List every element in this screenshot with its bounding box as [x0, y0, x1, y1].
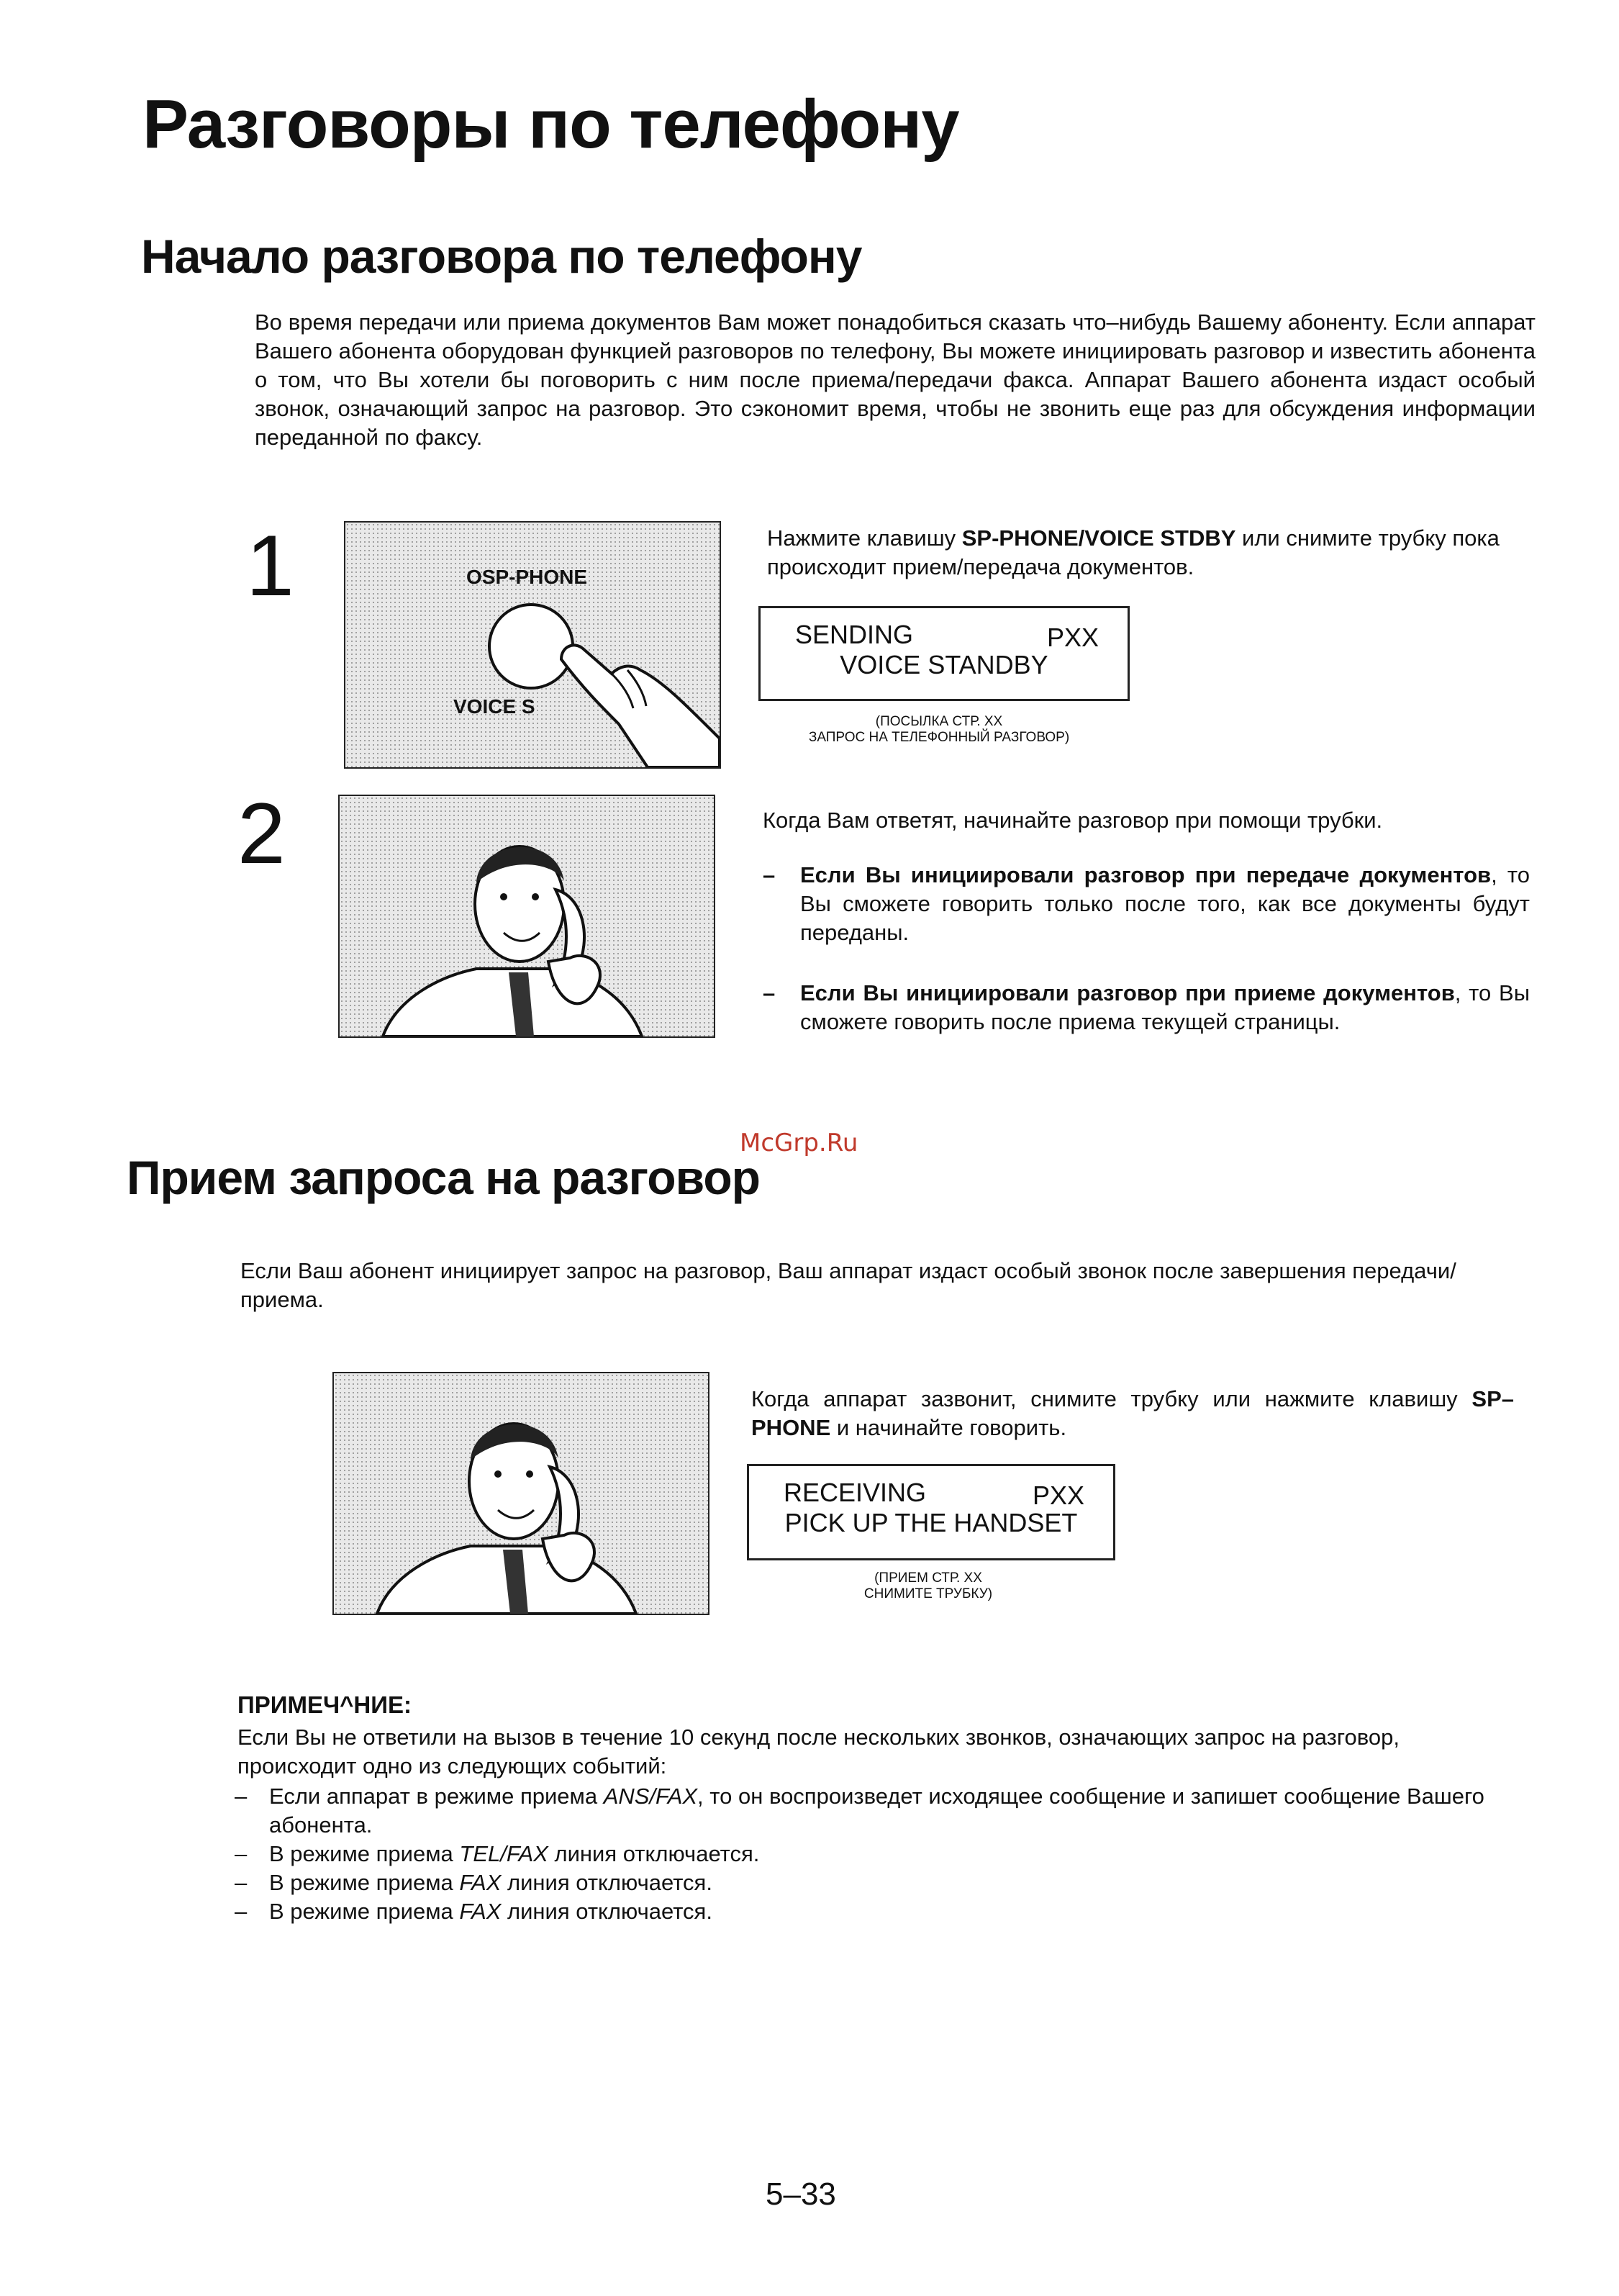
bullet-receiving-documents: – Если Вы инициировали разговор при приеме документов, то Вы сможете говорить после приема текущей страницы.: [763, 980, 1530, 1034]
note-item: – Если аппарат в режиме приема ANS/FAX, то он воспроизведет исходящее сообщение и запишет сообщение Вашего абонента.: [235, 1784, 1484, 1838]
note-item: – В режиме приема FAX линия отключается.: [235, 1899, 712, 1924]
lcd-caption-receiving: (ПРИЕМ СТР. XX СНИМИТЕ ТРУБКУ): [863, 1570, 993, 1601]
finger-press-icon: [345, 523, 720, 767]
man-on-phone-illustration-2: [332, 1372, 709, 1615]
man-with-handset-icon: [340, 796, 714, 1036]
page-title: Разговоры по телефону: [142, 86, 959, 163]
step2-instruction: Когда Вам ответят, начинайте разговор при помощи трубки.: [763, 808, 1383, 833]
note-item: – В режиме приема FAX линия отключается.: [235, 1870, 712, 1895]
watermark: McGrp.Ru: [740, 1129, 858, 1157]
section2-intro: Если Ваш абонент инициирует запрос на разговор, Ваш аппарат издаст особый звонок после завершения передачи/приема.: [240, 1258, 1456, 1312]
section-heading-start-call: Начало разговора по телефону: [141, 230, 862, 283]
voice-standby-key-label: VOICE S: [453, 695, 535, 718]
section2-instruction: Когда аппарат зазвонит, снимите трубку или нажмите клавишу SP–PHONE и начинайте говорить.: [751, 1386, 1514, 1440]
man-on-phone-illustration: [338, 795, 715, 1038]
sp-phone-voice-stdby-key: SP-PHONE/VOICE STDBY: [961, 525, 1236, 551]
step-number-2: 2: [237, 785, 286, 882]
note-text: Если Вы не ответили на вызов в течение 10 секунд после нескольких звонков, означающих запрос на разговор, происходит одно из следующих событий:: [237, 1725, 1400, 1779]
sp-phone-button-illustration: [344, 521, 721, 769]
note-list: [235, 1782, 1513, 1926]
step-number-1: 1: [246, 517, 294, 614]
page-number: 5–33: [766, 2177, 836, 2212]
sp-phone-key: SP–PHONE: [751, 1386, 1514, 1440]
lcd-display-receiving: RECEIVING PXX PICK UP THE HANDSET: [747, 1464, 1115, 1560]
note-title: ПРИМЕЧ^НИЕ:: [237, 1691, 412, 1718]
sp-phone-key-label: OSP-PHONE: [466, 566, 588, 588]
note-item: – В режиме приема TEL/FAX линия отключается.: [235, 1841, 760, 1866]
lcd-caption-sending: (ПОСЫЛКА СТР. XX ЗАПРОС НА ТЕЛЕФОННЫЙ РАЗГОВОР): [808, 714, 1070, 745]
step1-instruction: Нажмите клавишу SP-PHONE/VOICE STDBY или снимите трубку пока происходит прием/передача документов.: [767, 525, 1500, 579]
section1-intro: Во время передачи или приема документов Вам может понадобиться сказать что–нибудь Вашему абоненту. Если аппарат Вашего абонента оборудован функцией разговоров по телефону, Вы можете инициировать разговор и известить абонента о том, что Вы хотели бы поговорить с ним после приема/передачи факса. Аппарат Вашего абонента издаст особый звонок, означающий запрос на разговор. Это сэкономит время, чтобы не звонить еще раз для обсуждения информации переданной по факсу.: [255, 309, 1536, 450]
lcd-display-sending: SENDING PXX VOICE STANDBY: [758, 606, 1130, 701]
bullet-sending-documents: – Если Вы инициировали разговор при передаче документов, то Вы сможете говорить только после того, как все документы будут переданы.: [763, 862, 1530, 945]
man-with-handset-icon: [334, 1373, 708, 1614]
section-heading-receive-request: Прием запроса на разговор: [127, 1151, 760, 1204]
